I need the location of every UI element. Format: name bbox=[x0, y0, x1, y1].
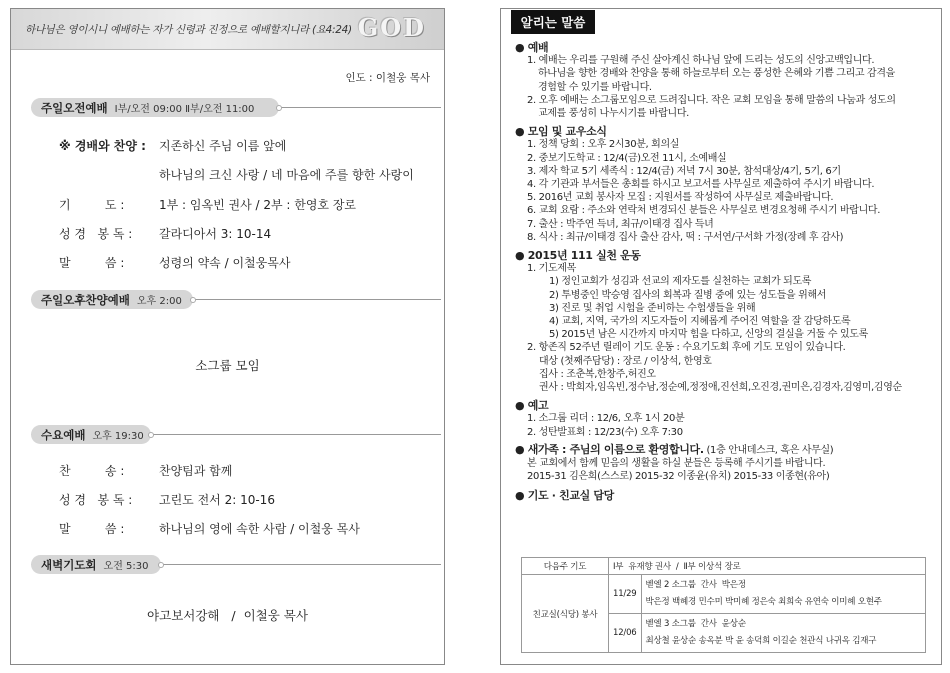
order-row bbox=[59, 225, 157, 242]
list-item-cont: 하나님을 향한 경배와 찬양을 통해 하늘로부터 오는 풍성한 은혜와 기쁨 그리고 감격을 bbox=[538, 68, 895, 80]
section-time: 오후 2:00 bbox=[136, 296, 182, 307]
section-dot bbox=[148, 432, 154, 438]
duty-date: 11/29 bbox=[609, 575, 642, 614]
duty-detail bbox=[641, 614, 926, 653]
list-item: 2. 항존직 52주년 릴레이 기도 운동 : 수요기도회 후에 기도 모임이 있습니다. bbox=[527, 342, 846, 354]
section-wednesday-worship bbox=[31, 425, 151, 444]
god-logo: GOD bbox=[357, 13, 426, 42]
duty-members: 박은정 백혜경 민수미 박미혜 정은숙 최희숙 유연숙 이미혜 오현주 bbox=[645, 597, 882, 607]
order-label: 말 씀 : bbox=[59, 522, 125, 536]
order-label: 찬 송 : bbox=[59, 464, 125, 478]
duty-group: 벧엘 2 소그룹 간사 박은정 bbox=[645, 580, 746, 590]
next-week-label: 다음주 기도 bbox=[522, 558, 609, 575]
order-label: 성 경 봉 독 : bbox=[59, 493, 133, 507]
list-item: 1. 소그룹 리더 : 12/6, 오후 1시 20분 bbox=[527, 413, 685, 425]
newcomers-line: 2015-31 김은희(스스로) 2015-32 이종윤(유치) 2015-33 이종현(유아) bbox=[527, 471, 830, 483]
duty-date: 12/06 bbox=[609, 614, 642, 653]
order-value: 하나님의 크신 사랑 / 네 마음에 주를 향한 사랑이 bbox=[159, 168, 414, 182]
section-title: 수요예배 bbox=[41, 427, 86, 442]
list-item: 2. 성탄발표회 : 12/23(수) 오후 7:30 bbox=[527, 426, 683, 438]
section-title: 주일오전예배 bbox=[41, 100, 108, 115]
order-value: 갈라디아서 3: 10-14 bbox=[159, 227, 272, 241]
campaign-heading: ● 2015년 111 실천 운동 bbox=[515, 249, 641, 263]
section-dawn-prayer bbox=[31, 555, 161, 574]
next-week-value: Ⅰ부 유재향 권사 / Ⅱ부 이상석 장로 bbox=[609, 558, 926, 575]
duty-group: 벧엘 3 소그룹 간사 윤상순 bbox=[645, 619, 746, 629]
order-label: ※ 경배와 찬양 : bbox=[59, 139, 146, 153]
table-row bbox=[522, 575, 926, 614]
section-dot bbox=[190, 297, 196, 303]
preview-heading: ● 예고 bbox=[515, 399, 549, 413]
list-item: 6. 교회 요람 : 주소와 연락처 변경되신 분들은 사무실로 변경요청해 주시기 바랍니다. bbox=[527, 205, 881, 217]
section-title: 주일오후찬양예배 bbox=[41, 292, 130, 307]
order-value: 1부 : 임옥빈 권사 / 2부 : 한영호 장로 bbox=[159, 198, 357, 212]
list-item: 2. 중보기도학교 : 12/4(금)오전 11시, 소예배실 bbox=[527, 152, 727, 164]
announcements-page bbox=[500, 8, 942, 665]
fellowship-label: 친교실(식당) 봉사 bbox=[522, 575, 609, 653]
order-label: 기 도 : bbox=[59, 198, 125, 212]
officiant: 인도 : 이철웅 목사 bbox=[345, 72, 430, 84]
order-value: 성령의 약속 / 이철웅목사 bbox=[159, 256, 291, 270]
prayer-item: 2) 투병중인 박승영 집사의 회복과 질병 중에 있는 성도들을 위해서 bbox=[549, 289, 827, 301]
order-label: 말 씀 : bbox=[59, 256, 125, 270]
list-item-cont: 경험할 수 있기를 바랍니다. bbox=[538, 81, 652, 93]
section-morning-worship bbox=[31, 98, 279, 117]
list-item: 8. 식사 : 최규/이태경 집사 출산 감사, 떡 : 구서연/구서화 가정(장례 후 감사) bbox=[527, 231, 844, 243]
newcomers-line: 본 교회에서 함께 믿음의 생활을 하실 분들은 등록해 주시기를 바랍니다. bbox=[527, 458, 826, 470]
newcomers-heading: ● 새가족 : 주님의 이름으로 환영합니다. bbox=[515, 442, 704, 456]
order-row bbox=[59, 491, 157, 508]
newcomers-note: (1층 안내데스크, 혹은 사무실) bbox=[703, 444, 834, 456]
list-item-cont: 교제를 풍성히 나누시기를 바랍니다. bbox=[538, 108, 689, 120]
prayer-item: 4) 교회, 지역, 국가의 지도자들이 지혜롭게 주어진 역할을 잘 감당하도록 bbox=[549, 316, 851, 328]
prayer-item: 5) 2015년 남은 시간까지 마지막 힘을 다하고, 신앙의 결실을 거둘 수 있도록 bbox=[549, 329, 868, 341]
prayer-item: 3) 진로 및 취업 시험을 준비하는 수험생들을 위해 bbox=[549, 302, 756, 314]
order-value: 하나님의 영에 속한 사람 / 이철웅 목사 bbox=[159, 522, 360, 536]
worship-order-page bbox=[10, 8, 445, 665]
list-item: 1. 예배는 우리를 구원해 주신 살아계신 하나님 앞에 드리는 성도의 신앙고백입니다. bbox=[527, 55, 875, 67]
relay-item: 집사 : 조춘복,한창주,허진오 bbox=[539, 368, 656, 380]
duty-table bbox=[521, 557, 926, 653]
afternoon-content: 소그룹 모임 bbox=[195, 358, 260, 373]
order-row bbox=[59, 137, 157, 154]
order-row bbox=[59, 520, 157, 537]
list-item: 2. 오후 예배는 소그룹모임으로 드려집니다. 작은 교회 모임을 통해 말씀의 나눔과 성도의 bbox=[527, 94, 896, 106]
section-title: 새벽기도회 bbox=[41, 557, 97, 572]
duty-detail bbox=[641, 575, 926, 614]
section-dot bbox=[158, 562, 164, 568]
header-banner bbox=[11, 9, 444, 50]
list-item: 3. 제자 학교 5기 세족식 : 12/4(금) 저녁 7시 30분, 참석대상/4기, 5기, 6기 bbox=[527, 165, 841, 177]
relay-item: 권사 : 박희자,임옥빈,정수남,정순예,정정애,진선희,오진경,권미은,김경자,김영미,김영순 bbox=[539, 382, 902, 394]
announcements-title: 알리는 말씀 bbox=[511, 10, 595, 34]
section-time: Ⅰ부/오전 09:00 Ⅱ부/오전 11:00 bbox=[114, 104, 255, 115]
order-value: 고린도 전서 2: 10-16 bbox=[159, 493, 275, 507]
section-afternoon-worship bbox=[31, 290, 193, 309]
list-item: 4. 각 기관과 부서들은 총회를 하시고 보고서를 사무실로 제출하여 주시기 바랍니다. bbox=[527, 179, 875, 191]
order-row bbox=[59, 254, 157, 271]
list-item: 1. 정책 당회 : 오후 2시30분, 회의실 bbox=[527, 139, 680, 151]
banner-verse: 하나님은 영이시니 예배하는 자가 신령과 진정으로 예배할지니라 (요4:24) bbox=[25, 24, 352, 36]
prayer-item: 1) 정인교회가 성김과 선교의 제자도를 실천하는 교회가 되도록 bbox=[549, 276, 812, 288]
section-dot bbox=[276, 105, 282, 111]
list-item: 5. 2016년 교회 봉사자 모집 : 지원서를 작성하여 사무실로 제출바랍니다. bbox=[527, 192, 834, 204]
duty-members: 최상철 윤상순 송옥분 박 윤 송덕희 이길순 천관식 나귀옥 김재구 bbox=[645, 636, 877, 646]
section-time: 오전 5:30 bbox=[103, 561, 149, 572]
announcements-body bbox=[515, 40, 935, 502]
order-value: 찬양팀과 함께 bbox=[159, 464, 233, 478]
order-label: 성 경 봉 독 : bbox=[59, 227, 133, 241]
dawn-content: 야고보서강해 / 이철웅 목사 bbox=[147, 608, 308, 623]
list-item: 1. 기도제목 bbox=[527, 263, 576, 275]
order-value: 지존하신 주님 이름 앞에 bbox=[159, 139, 287, 153]
section-time: 오후 19:30 bbox=[92, 431, 144, 442]
order-row bbox=[59, 196, 157, 213]
relay-item: 대상 (첫째주담당) : 장로 / 이상석, 한영호 bbox=[539, 355, 712, 367]
order-row bbox=[59, 462, 157, 479]
meetings-heading: ● 모임 및 교우소식 bbox=[515, 125, 607, 139]
worship-heading: ● 예배 bbox=[515, 41, 549, 54]
duty-heading: ● 기도 · 친교실 담당 bbox=[515, 488, 614, 502]
list-item: 7. 출산 : 박주연 득녀, 최규/이태경 집사 득녀 bbox=[527, 218, 714, 230]
newcomers-heading-row bbox=[515, 443, 935, 457]
table-row bbox=[522, 558, 926, 575]
